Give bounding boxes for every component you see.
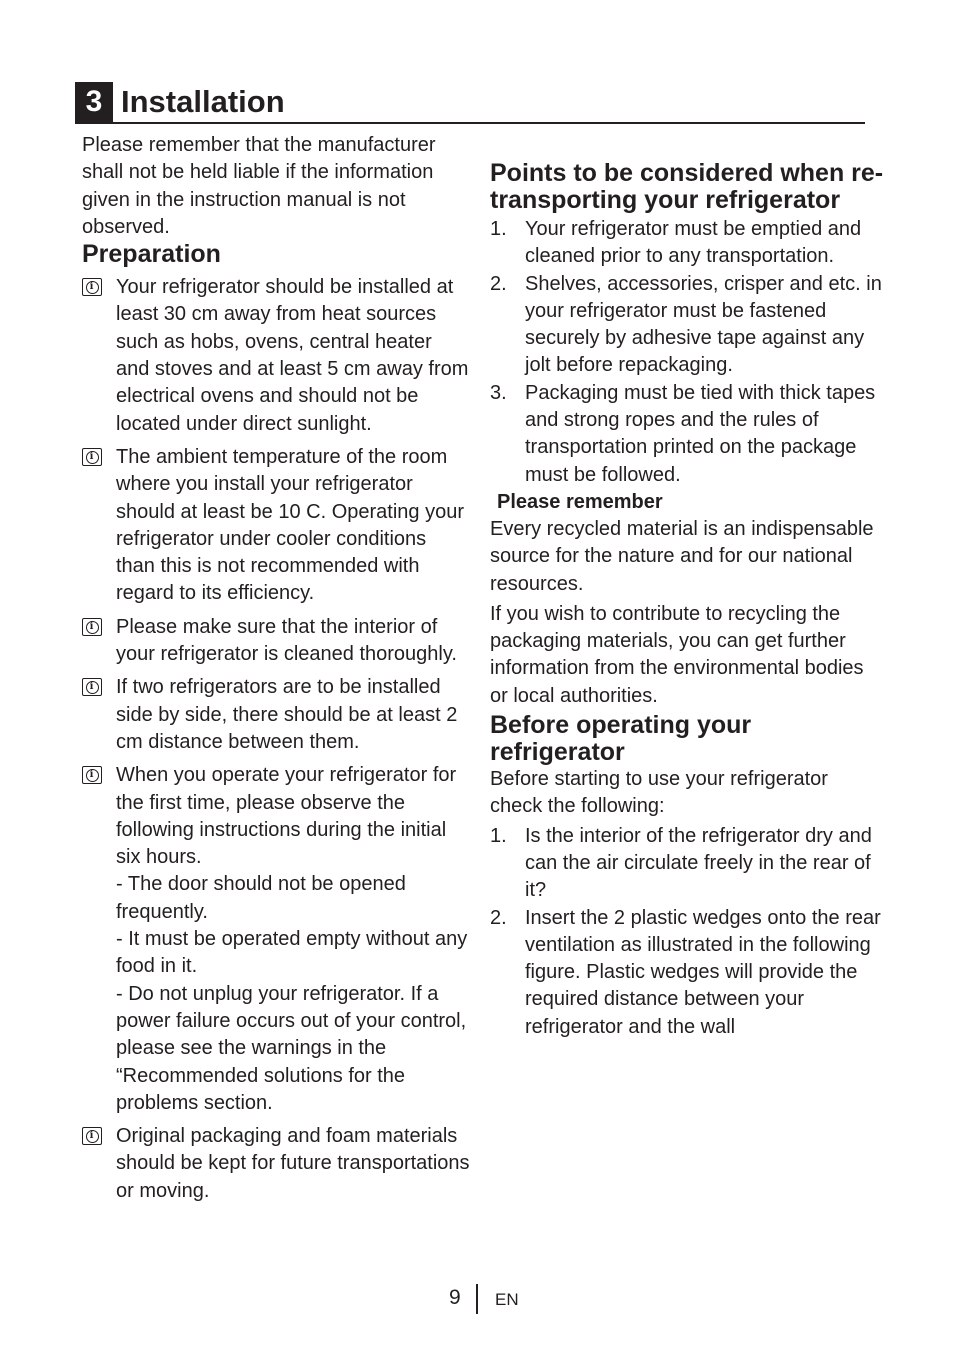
list-text: Packaging must be tied with thick tapes and strong ropes and the rules of transportation printed on the package must be followed.: [525, 381, 876, 486]
page-footer: [0, 1284, 954, 1314]
remember-paragraph: If you wish to contribute to recycling the packaging materials, you can get further information from the environmental bodies or local authorities.: [490, 602, 864, 707]
list-number: 2.: [490, 272, 507, 295]
list-text: Shelves, accessories, crisper and etc. in your refrigerator must be fastened securely by adhesive tape against any jolt before repackaging.: [525, 272, 882, 377]
list-item: [490, 380, 885, 489]
note-subitem: - The door should not be opened frequently.: [116, 873, 406, 923]
language-code: EN: [495, 1290, 519, 1309]
chapter-number: 3: [75, 82, 113, 122]
note-item: [82, 674, 470, 756]
info-icon: [82, 448, 102, 466]
list-item: [490, 823, 885, 905]
note-subitem: - Do not unplug your refrigerator. If a power failure occurs out of your control, please see the warnings in the “Recommended solutions for the problems section.: [116, 982, 467, 1114]
transport-heading: Points to be considered when re-transporting your refrigerator: [490, 159, 884, 214]
note-item: [82, 614, 470, 669]
list-number: 2.: [490, 906, 507, 929]
remember-paragraph: Every recycled material is an indispensable source for the nature and for our national resources.: [490, 517, 874, 595]
transport-list: [490, 216, 885, 489]
note-item: [82, 444, 470, 608]
chapter-title: Installation: [121, 84, 285, 119]
info-icon: [82, 678, 102, 696]
right-column: [490, 160, 885, 1041]
note-item-first-time: [82, 762, 470, 1117]
note-text: If two refrigerators are to be installed side by side, there should be at least 2 cm distance between them.: [116, 676, 458, 753]
list-text: Insert the 2 plastic wedges onto the rear ventilation as illustrated in the following figure. Plastic wedges will provide the required distance between your refrigerator and the wall: [525, 906, 881, 1038]
note-item: [82, 1123, 470, 1205]
note-text: When you operate your refrigerator for the first time, please observe the following instructions during the initial six hours.: [116, 764, 457, 869]
list-text: Your refrigerator must be emptied and cleaned prior to any transportation.: [525, 218, 862, 268]
list-number: 3.: [490, 381, 507, 404]
info-icon: [82, 1127, 102, 1145]
intro-paragraph: Please remember that the manufacturer shall not be held liable if the information given in the instruction manual is not observed.: [82, 134, 436, 238]
info-icon: [82, 278, 102, 296]
list-text: Is the interior of the refrigerator dry and can the air circulate freely in the rear of it?: [525, 824, 872, 902]
before-list: [490, 823, 885, 1041]
list-number: 1.: [490, 824, 507, 847]
note-item: [82, 274, 470, 438]
list-item: [490, 905, 885, 1041]
list-item: [490, 271, 885, 380]
remember-heading: Please remember: [497, 490, 663, 513]
note-text: Original packaging and foam materials should be kept for future transportations or moving.: [116, 1125, 470, 1202]
list-number: 1.: [490, 218, 507, 240]
footer-divider: [476, 1284, 478, 1314]
before-intro: Before starting to use your refrigerator check the following:: [490, 768, 828, 818]
note-subitem: - It must be operated empty without any food in it.: [116, 928, 468, 978]
left-column: [82, 132, 470, 1211]
preparation-heading: Preparation: [82, 240, 221, 269]
note-text: Please make sure that the interior of your refrigerator is cleaned thoroughly.: [116, 615, 457, 666]
before-heading: Before operating your refrigerator: [490, 711, 752, 767]
note-text: Your refrigerator should be installed at least 30 cm away from heat sources such as hobs, ovens, central heater and stoves and at least 5 cm away from electrical ovens and should not be located under direct sunlight.: [116, 276, 469, 435]
page-number: 9: [449, 1286, 461, 1309]
note-text: The ambient temperature of the room where you install your refrigerator should at least be 10 C. Operating your refrigerator under cooler conditions than this is not recommended with regard to its efficiency.: [116, 445, 464, 605]
info-icon: [82, 618, 102, 636]
list-item: [490, 216, 885, 271]
info-icon: [82, 766, 102, 784]
chapter-header: [75, 82, 865, 124]
